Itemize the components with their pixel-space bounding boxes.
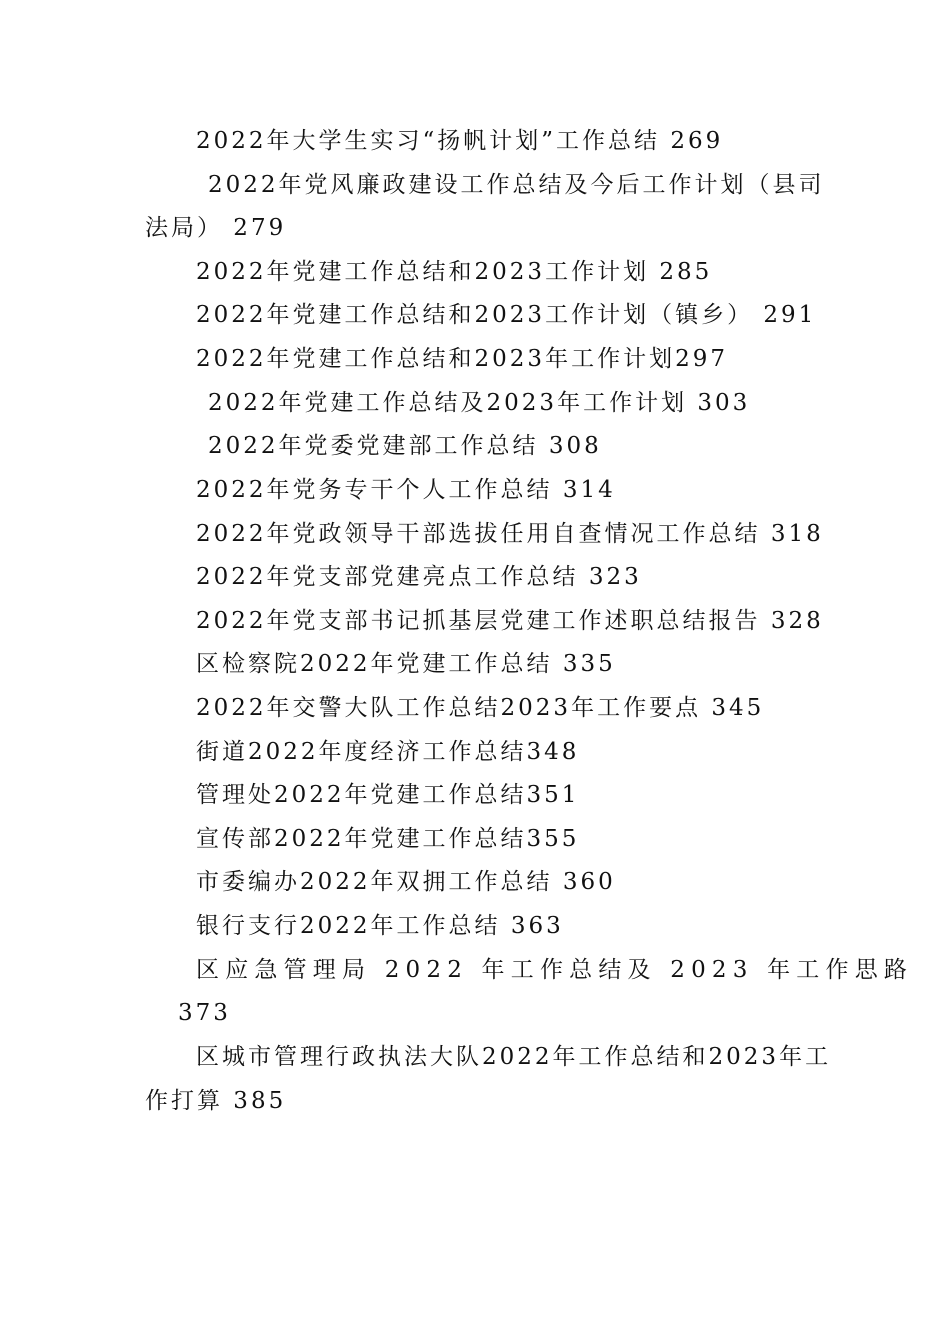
toc-entry[interactable]: 区城市管理行政执法大队2022年工作总结和2023年工 — [196, 1044, 832, 1070]
toc-entry[interactable]: 2022年党建工作总结和2023工作计划 285 — [196, 259, 713, 285]
toc-entry[interactable]: 2022年党委党建部工作总结 308 — [208, 433, 602, 459]
toc-entry[interactable]: 区检察院2022年党建工作总结 335 — [196, 651, 616, 677]
toc-entry[interactable]: 银行支行2022年工作总结 363 — [196, 913, 564, 939]
toc-entry-continued[interactable]: 法局） 279 — [145, 215, 287, 241]
toc-entry-continued[interactable]: 373 — [178, 1000, 231, 1026]
toc-entry[interactable]: 2022年党风廉政建设工作总结及今后工作计划（县司 — [208, 172, 825, 198]
toc-entry[interactable]: 2022年党务专干个人工作总结 314 — [196, 477, 616, 503]
toc-entry[interactable]: 2022年党支部党建亮点工作总结 323 — [196, 564, 642, 590]
toc-entry[interactable]: 2022年大学生实习“扬帆计划”工作总结 269 — [196, 128, 724, 154]
toc-entry[interactable]: 2022年党支部书记抓基层党建工作述职总结报告 328 — [196, 608, 824, 634]
toc-entry[interactable]: 管理处2022年党建工作总结351 — [196, 782, 580, 808]
toc-entry-continued[interactable]: 作打算 385 — [145, 1088, 287, 1114]
toc-entry[interactable]: 2022年党建工作总结及2023年工作计划 303 — [208, 390, 751, 416]
toc-entry[interactable]: 2022年党建工作总结和2023工作计划（镇乡） 291 — [196, 302, 817, 328]
toc-entry[interactable]: 2022年党建工作总结和2023年工作计划297 — [196, 346, 728, 372]
toc-entry[interactable]: 2022年交警大队工作总结2023年工作要点 345 — [196, 695, 765, 721]
toc-entry[interactable]: 宣传部2022年党建工作总结355 — [196, 826, 580, 852]
toc-entry[interactable]: 2022年党政领导干部选拔任用自查情况工作总结 318 — [196, 521, 824, 547]
toc-entry[interactable]: 区应急管理局 2022 年工作总结及 2023 年工作思路 — [196, 957, 914, 983]
toc-entry[interactable]: 市委编办2022年双拥工作总结 360 — [196, 869, 616, 895]
toc-entry[interactable]: 街道2022年度经济工作总结348 — [196, 739, 580, 765]
